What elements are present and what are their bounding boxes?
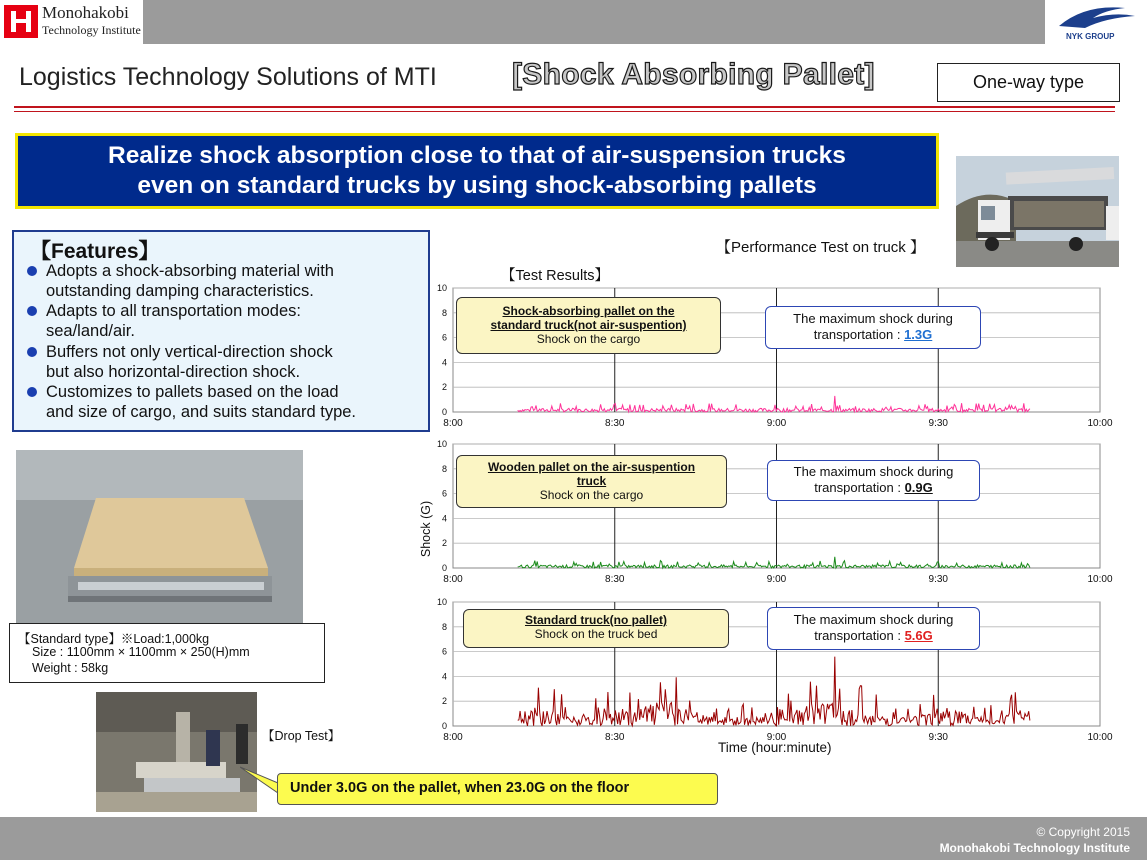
drop-test-callout: Under 3.0G on the pallet, when 23.0G on the floor — [277, 773, 718, 805]
x-tick-label: 8:30 — [605, 418, 625, 429]
y-tick-label: 8 — [441, 307, 447, 318]
legend-2-title-line2: truck — [576, 474, 607, 488]
y-tick-label: 6 — [441, 646, 447, 657]
feature-1-line2: outstanding damping characteristics. — [46, 282, 314, 300]
spec-line3: Weight : 58kg — [32, 661, 109, 675]
truck-photo — [956, 156, 1119, 267]
bullet-icon — [27, 347, 37, 357]
pallet-photo — [16, 450, 303, 626]
y-tick-label: 2 — [441, 382, 447, 393]
legend-panel-3 — [463, 609, 729, 648]
y-tick-label: 10 — [436, 439, 447, 449]
max-1-line1: The maximum shock during — [793, 311, 953, 326]
x-tick-label: 8:30 — [605, 732, 625, 743]
chart-title: 【Test Results】 — [501, 268, 609, 284]
feature-4-line1: Customizes to pallets based on the load — [46, 383, 339, 401]
banner-line2: even on standard trucks by using shock-absorbing pallets — [137, 172, 817, 199]
y-tick-label: 8 — [441, 621, 447, 632]
drop-test-photo — [96, 692, 257, 812]
logo-text-line1: Monohakobi — [42, 3, 129, 22]
spec-line1: 【Standard type】※Load:1,000kg — [18, 632, 210, 646]
y-tick-label: 6 — [441, 332, 447, 343]
x-tick-label: 9:30 — [928, 418, 948, 429]
bullet-icon — [27, 387, 37, 397]
max-3-line1: The maximum shock during — [793, 612, 954, 627]
x-tick-label: 10:00 — [1087, 418, 1113, 429]
y-tick-label: 2 — [441, 696, 447, 707]
copyright-text: © Copyright 2015 — [1036, 825, 1130, 839]
x-tick-label: 8:00 — [443, 732, 463, 743]
max-1-value: 1.3G — [904, 327, 933, 342]
max-shock-panel-2 — [767, 460, 980, 501]
page-title: Logistics Technology Solutions of MTI — [19, 63, 437, 91]
partner-logo-text: NYK GROUP — [1066, 32, 1115, 41]
max-3-line2: transportation : — [814, 628, 901, 643]
x-tick-label: 9:00 — [766, 574, 787, 585]
x-tick-label: 10:00 — [1087, 574, 1113, 585]
y-tick-label: 6 — [441, 488, 447, 499]
x-tick-label: 8:00 — [443, 574, 463, 585]
legend-1-title-line2: standard truck(not air-suspention) — [490, 318, 687, 332]
y-tick-label: 2 — [441, 538, 447, 549]
max-1-line2: transportation : — [813, 327, 901, 342]
feature-3-line2: but also horizontal-direction shock. — [46, 363, 301, 381]
y-tick-label: 4 — [441, 357, 447, 368]
banner-line1: Realize shock absorption close to that of air-suspension trucks — [108, 142, 846, 169]
max-2-line2: transportation : — [814, 480, 901, 495]
y-tick-label: 8 — [441, 463, 447, 474]
feature-3-line1: Buffers not only vertical-direction shock — [46, 343, 333, 361]
max-shock-panel-1 — [765, 306, 981, 349]
x-tick-label: 9:00 — [766, 418, 787, 429]
logo-text-line2: Technology Institute — [42, 23, 141, 37]
x-tick-label: 10:00 — [1087, 732, 1113, 743]
feature-4-line2: and size of cargo, and suits standard type. — [46, 403, 357, 421]
x-tick-label: 9:30 — [928, 574, 948, 585]
legend-panel-1 — [456, 297, 721, 354]
logo-mark-icon — [4, 5, 38, 38]
feature-1-line1: Adopts a shock-absorbing material with — [46, 262, 334, 280]
y-tick-label: 4 — [441, 513, 447, 524]
title-divider — [14, 106, 1115, 108]
footer-org: Monohakobi Technology Institute — [939, 841, 1130, 855]
max-3-value: 5.6G — [904, 628, 933, 643]
x-axis-label: Time (hour:minute) — [718, 740, 832, 755]
x-tick-label: 9:30 — [928, 732, 948, 743]
y-axis-label: Shock (G) — [419, 500, 434, 558]
feature-2-line1: Adapts to all transportation modes: — [46, 302, 301, 320]
spec-box — [9, 623, 325, 683]
max-2-line1: The maximum shock during — [793, 464, 954, 479]
legend-3-title-line1: Standard truck(no pallet) — [524, 613, 667, 627]
headline-banner — [15, 133, 939, 209]
legend-1-title-line1: Shock-absorbing pallet on the — [502, 304, 675, 318]
legend-2-subtitle: Shock on the cargo — [539, 488, 644, 502]
performance-test-label: 【Performance Test on truck 】 — [716, 239, 925, 256]
legend-1-subtitle: Shock on the cargo — [536, 332, 641, 346]
legend-2-title-line1: Wooden pallet on the air-suspention — [487, 460, 696, 474]
legend-panel-2 — [456, 455, 727, 508]
y-tick-label: 0 — [441, 721, 447, 731]
header-bar — [0, 0, 1147, 44]
x-tick-label: 9:00 — [766, 732, 787, 743]
max-shock-panel-3 — [767, 607, 980, 650]
spec-line2: Size : 1100mm × 1100mm × 250(H)mm — [32, 645, 250, 659]
x-tick-label: 8:30 — [605, 574, 625, 585]
bullet-icon — [27, 266, 37, 276]
max-2-value: 0.9G — [904, 480, 933, 495]
y-tick-label: 10 — [436, 283, 447, 293]
legend-3-subtitle: Shock on the truck bed — [534, 627, 658, 641]
title-divider-thin — [14, 111, 1115, 112]
drop-test-label: 【Drop Test】 — [262, 729, 341, 743]
product-title: [Shock Absorbing Pallet] — [512, 58, 875, 91]
type-badge: One-way type — [937, 63, 1120, 102]
feature-2-line2: sea/land/air. — [46, 322, 135, 340]
y-tick-label: 0 — [441, 407, 447, 417]
y-tick-label: 0 — [441, 563, 447, 573]
y-tick-label: 4 — [441, 671, 447, 682]
features-title: 【Features】 — [30, 240, 160, 263]
bullet-icon — [27, 306, 37, 316]
x-tick-label: 8:00 — [443, 418, 463, 429]
y-tick-label: 10 — [436, 597, 447, 607]
